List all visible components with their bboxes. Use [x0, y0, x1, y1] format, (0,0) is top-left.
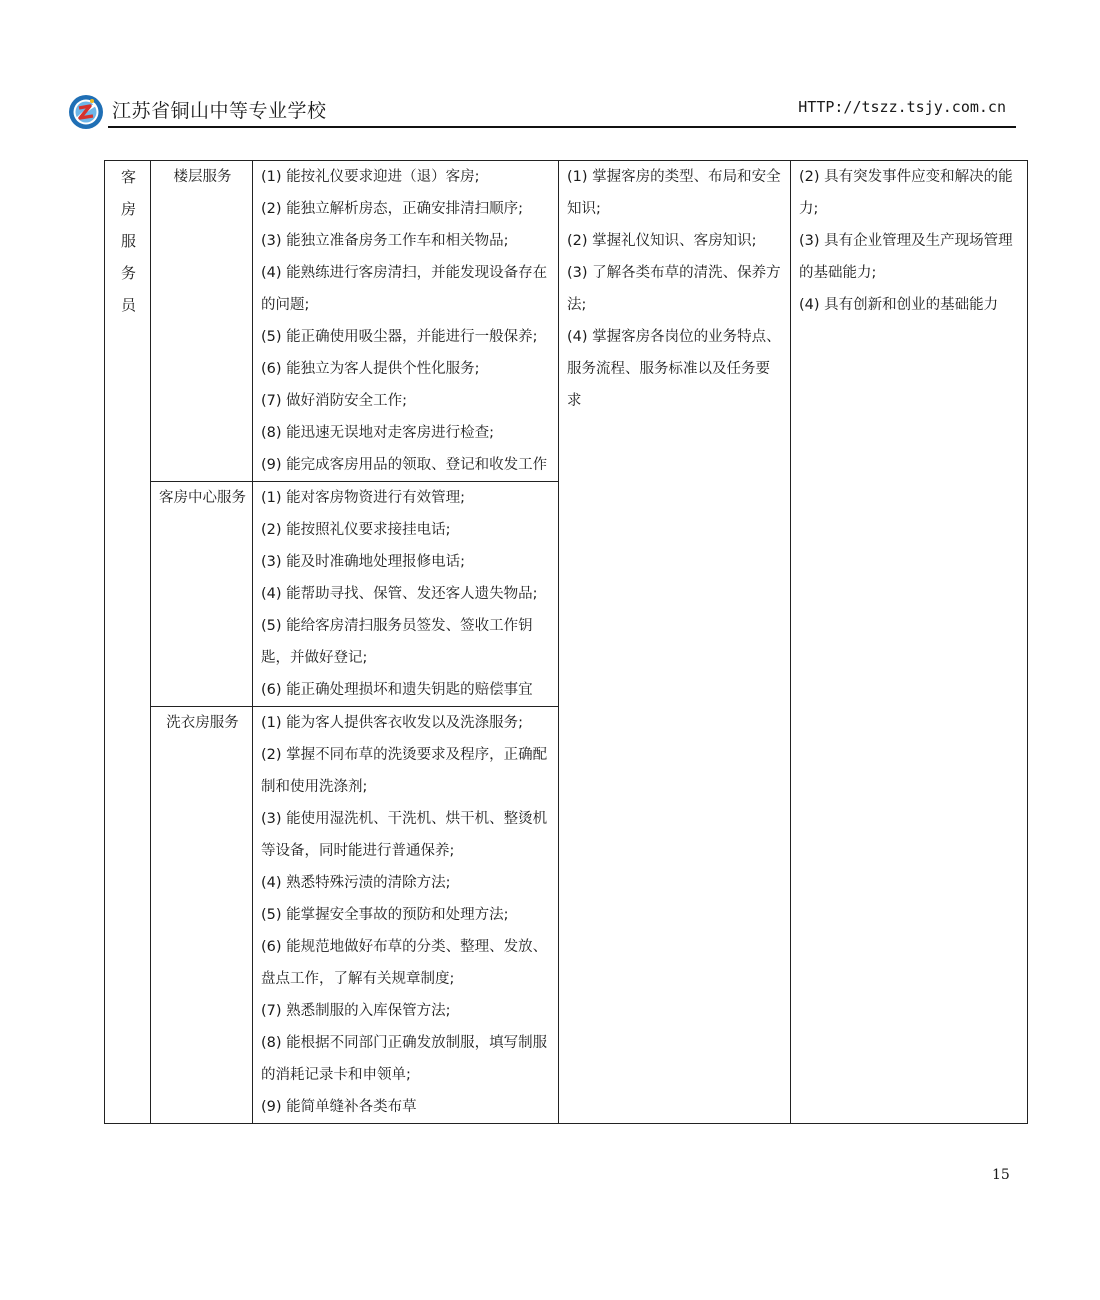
- module-cell: [151, 161, 253, 482]
- knowledge-item: (3) 了解各类布草的清洗、保养方法;: [567, 265, 781, 313]
- skill-item: (6) 能正确处理损坏和遗失钥匙的赔偿事宜: [261, 682, 533, 698]
- skills-cell: [253, 161, 559, 482]
- knowledge-item: (1) 掌握客房的类型、布局和安全知识;: [567, 169, 781, 217]
- page-number: 15: [992, 1167, 1010, 1183]
- ability-item: (2) 具有突发事件应变和解决的能力;: [799, 169, 1013, 217]
- skill-item: (5) 能掌握安全事故的预防和处理方法;: [261, 907, 509, 923]
- school-name: 江苏省铜山中等专业学校: [112, 100, 327, 122]
- ability-cell: [791, 161, 1028, 1124]
- skill-item: (6) 能规范地做好布草的分类、整理、发放、盘点工作，了解有关规章制度;: [261, 939, 548, 987]
- skill-item: (2) 能独立解析房态，正确安排清扫顺序;: [261, 201, 524, 217]
- skills-cell: [253, 707, 559, 1124]
- table-row: [105, 161, 1028, 482]
- module-cell: [151, 707, 253, 1124]
- skill-item: (1) 能按礼仪要求迎进（退）客房;: [261, 169, 480, 185]
- module-name: 楼层服务: [173, 169, 232, 185]
- skill-item: (1) 能为客人提供客衣收发以及洗涤服务;: [261, 715, 524, 731]
- skill-item: (3) 能独立准备房务工作车和相关物品;: [261, 233, 509, 249]
- ability-item: (4) 具有创新和创业的基础能力: [799, 297, 999, 313]
- knowledge-cell: [559, 161, 791, 1124]
- skill-item: (8) 能迅速无误地对走客房进行检查;: [261, 425, 495, 441]
- skill-item: (2) 能按照礼仪要求接挂电话;: [261, 522, 451, 538]
- skill-item: (1) 能对客房物资进行有效管理;: [261, 490, 466, 506]
- skill-item: (9) 能完成客房用品的领取、登记和收发工作: [261, 457, 548, 473]
- knowledge-item: (2) 掌握礼仪知识、客房知识;: [567, 233, 757, 249]
- ability-item: (3) 具有企业管理及生产现场管理的基础能力;: [799, 233, 1013, 281]
- knowledge-item: (4) 掌握客房各岗位的业务特点、服务流程、服务标准以及任务要求: [567, 329, 781, 409]
- skill-item: (7) 熟悉制服的入库保管方法;: [261, 1003, 451, 1019]
- skill-item: (5) 能给客房清扫服务员签发、签收工作钥匙，并做好登记;: [261, 618, 533, 666]
- module-name: 客房中心服务: [159, 490, 246, 506]
- module-name: 洗衣房服务: [166, 715, 239, 731]
- skill-item: (4) 熟悉特殊污渍的清除方法;: [261, 875, 451, 891]
- role-cell: [105, 161, 151, 1124]
- module-cell: [151, 482, 253, 707]
- skill-item: (8) 能根据不同部门正确发放制服，填写制服的消耗记录卡和申领单;: [261, 1035, 548, 1083]
- role-title: 客房服务员: [120, 168, 136, 314]
- page-header: [68, 86, 1016, 132]
- skill-item: (4) 能熟练进行客房清扫，并能发现设备存在的问题;: [261, 265, 548, 313]
- skill-item: (9) 能简单缝补各类布草: [261, 1099, 417, 1115]
- skill-item: (3) 能及时准确地处理报修电话;: [261, 554, 466, 570]
- competency-table: [104, 160, 1028, 1124]
- website-url: HTTP://tszz.tsjy.com.cn: [798, 98, 1006, 116]
- school-logo-icon: [68, 86, 104, 138]
- skill-item: (5) 能正确使用吸尘器，并能进行一般保养;: [261, 329, 538, 345]
- skill-item: (2) 掌握不同布草的洗烫要求及程序，正确配制和使用洗涤剂;: [261, 747, 548, 795]
- skill-item: (3) 能使用湿洗机、干洗机、烘干机、整烫机等设备，同时能进行普通保养;: [261, 811, 548, 859]
- skills-cell: [253, 482, 559, 707]
- header-divider: [108, 126, 1016, 128]
- skill-item: (7) 做好消防安全工作;: [261, 393, 408, 409]
- skill-item: (6) 能独立为客人提供个性化服务;: [261, 361, 480, 377]
- skill-item: (4) 能帮助寻找、保管、发还客人遗失物品;: [261, 586, 538, 602]
